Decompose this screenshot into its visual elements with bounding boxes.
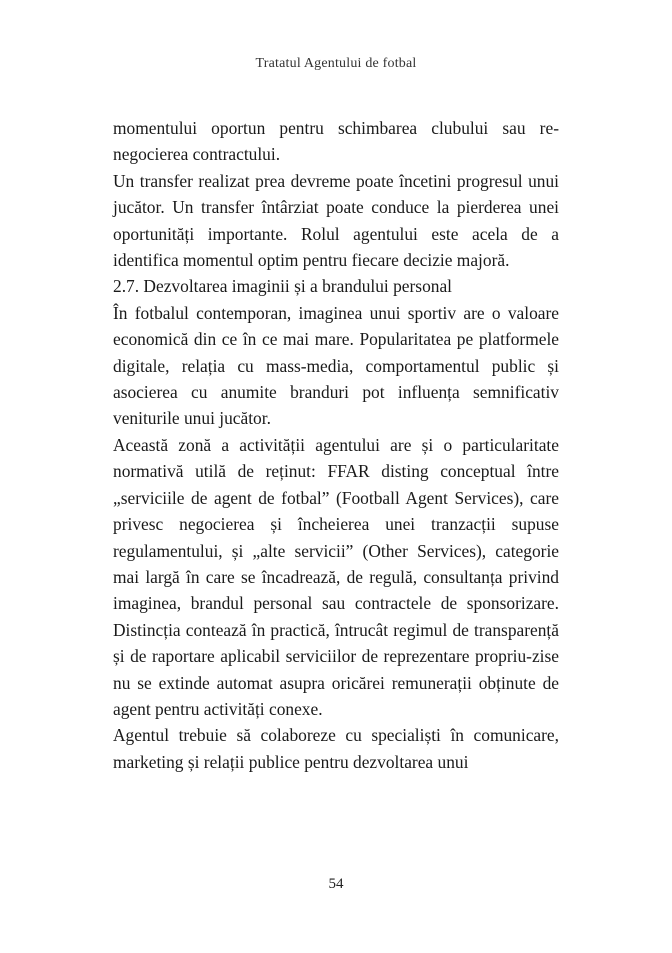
paragraph-image-value: În fotbalul contemporan, imaginea unui sportiv are o valoare economică din ce în ce mai mare. Popularitatea pe platformele digitale, relația cu mass-media, comportamentul public și asocierea cu anumite branduri pot influența semnificativ veniturile unui jucător. <box>113 302 559 429</box>
paragraph-ffar-distinction: Această zonă a activității agentului are și o particularitate normativă utilă de reținut: FFAR disting conceptual între „serviciile de agent de fotbal” (Football Agent Services), care privesc negocierea și încheierea unei tranzacții supuse regulamentului, și „alte servicii” (Other Services), categorie mai largă în care se încadrează, de regulă, consultanța privind imaginea, brandul personal sau contractele de sponsorizare. Distincția contează în practică, întrucât regimul de transparență și de raportare aplicabil serviciilor de reprezentare propriu-zise nu se extinde automat asupra oricărei remunerații obținute de agent pentru activități conexe. <box>113 434 559 719</box>
paragraph-collaboration: Agentul trebuie să colaboreze cu specialiști în comunicare, marketing și relații publice pentru dezvoltarea unui <box>113 725 559 772</box>
body-text <box>113 115 559 775</box>
running-header: Tratatul Agentului de fotbal <box>255 56 417 71</box>
paragraph-transfer-timing: Un transfer realizat prea devreme poate încetini progresul unui jucător. Un transfer întârziat poate conduce la pierderea unei oportunități importante. Rolul agentului este acela de a identifica momentul optim pentru fiecare decizie majoră. <box>113 170 559 271</box>
section-heading-2-7: 2.7. Dezvoltarea imaginii și a brandului personal <box>113 276 453 297</box>
page-number: 54 <box>328 876 344 892</box>
paragraph-continuation: momentului oportun pentru schimbarea clubului sau renegocierea contractului. <box>113 118 559 165</box>
